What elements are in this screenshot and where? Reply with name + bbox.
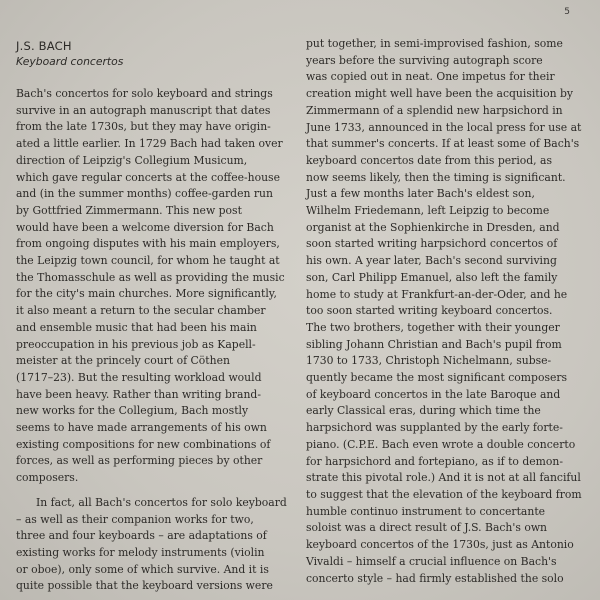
text-line: son, Carl Philipp Emanuel, also left the family — [306, 270, 558, 284]
text-line: Bach's concertos for solo keyboard and strings — [16, 87, 273, 100]
text-line: – as well as their companion works for two, — [16, 512, 254, 526]
text-line: three and four keyboards – are adaptations of — [16, 529, 267, 543]
right-column — [306, 36, 582, 587]
text-line: sibling Johann Christian and Bach's pupil from — [306, 337, 562, 351]
text-line: too soon started writing keyboard concertos. — [306, 304, 553, 318]
text-line: now seems likely, then the timing is significant. — [306, 170, 566, 184]
text-line: seems to have made arrangements of his own — [16, 421, 267, 435]
text-line: (1717–23). But the resulting workload would — [16, 370, 262, 384]
text-line: which gave regular concerts at the coffee-house — [16, 170, 280, 184]
text-line: strate this pivotal role.) And it is not at all fanciful — [306, 471, 581, 485]
text-line: and (in the summer months) coffee-garden run — [16, 187, 273, 201]
text-line: from the late 1730s, but they may have origin- — [16, 120, 271, 134]
page-subtitle: Keyboard concertos — [16, 55, 124, 68]
text-line: for harpsichord and fortepiano, as if to demon- — [306, 454, 563, 468]
text-line: Wilhelm Friedemann, left Leipzig to become — [306, 204, 550, 218]
text-line: existing compositions for new combinations of — [16, 437, 271, 451]
text-line: June 1733, announced in the local press for use at — [306, 120, 582, 134]
text-line: The two brothers, together with their younger — [306, 320, 560, 334]
text-line: soloist was a direct result of J.S. Bach's own — [306, 521, 548, 535]
text-line: preoccupation in his previous job as Kapell- — [16, 337, 256, 351]
text-line: for the city's main churches. More significantly, — [16, 287, 277, 301]
text-line: that summer's concerts. If at least some of Bach's — [306, 137, 580, 151]
text-line: quite possible that the keyboard versions were — [16, 579, 273, 593]
text-line: to suggest that the elevation of the keyboard from — [306, 487, 582, 501]
text-line: piano. (C.P.E. Bach even wrote a double concerto — [306, 437, 576, 451]
text-line: the Thomasschule as well as providing the music — [16, 270, 285, 284]
text-line: 1730 to 1733, Christoph Nichelmann, subse- — [306, 354, 552, 368]
text-line: In fact, all Bach's concertos for solo keyboard — [36, 495, 287, 509]
text-line: the Leipzig town council, for whom he taught at — [16, 254, 280, 268]
text-line: forces, as well as performing pieces by other — [16, 454, 263, 468]
text-line: keyboard concertos of the 1730s, just as Antonio — [306, 538, 574, 552]
text-line: harpsichord was supplanted by the early forte- — [306, 421, 563, 435]
text-line: soon started writing harpsichord concertos of — [306, 237, 558, 251]
text-line: ated a little earlier. In 1729 Bach had taken over — [16, 137, 283, 151]
paragraph-2 — [16, 495, 288, 595]
text-line: quently became the most significant composers — [306, 371, 568, 385]
text-line: Zimmermann of a splendid new harpsichord in — [306, 103, 563, 117]
text-line: or oboe), only some of which survive. And it is — [16, 562, 269, 576]
page-number: 5 — [564, 7, 570, 17]
text-line: composers. — [16, 471, 79, 485]
paragraph-continued — [306, 36, 582, 587]
text-line: creation might well have been the acquisition by — [306, 87, 573, 101]
text-line: existing works for melody instruments (violin — [16, 545, 265, 559]
text-line: his own. A year later, Bach's second surviving — [306, 254, 557, 268]
text-line: keyboard concertos date from this period, as — [306, 153, 553, 167]
text-line: of keyboard concertos in the late Baroque and — [306, 387, 561, 401]
text-line: Vivaldi – himself a crucial influence on Bach's — [306, 554, 557, 568]
text-line: would have been a welcome diversion for Bach — [16, 220, 274, 234]
left-column — [16, 38, 288, 595]
text-line: concerto style – had firmly established the solo — [306, 571, 564, 585]
text-line: have been heavy. Rather than writing brand- — [16, 387, 261, 401]
paragraph-1 — [16, 86, 288, 487]
text-line: early Classical eras, during which time the — [306, 404, 541, 418]
text-line: home to study at Frankfurt-an-der-Oder, and he — [306, 287, 568, 301]
text-line: new works for the Collegium, Bach mostly — [16, 404, 249, 418]
text-line: put together, in semi-improvised fashion, some — [306, 37, 563, 50]
page-title: J.S. BACH — [16, 39, 72, 53]
text-line: and ensemble music that had been his main — [16, 320, 257, 334]
text-line: from ongoing disputes with his main employers, — [16, 237, 280, 251]
text-line: by Gottfried Zimmermann. This new post — [16, 203, 242, 217]
text-line: it also meant a return to the secular chamber — [16, 304, 266, 318]
text-line: direction of Leipzig's Collegium Musicum, — [16, 153, 248, 167]
text-line: meister at the princely court of Cöthen — [16, 354, 230, 368]
text-line: years before the surviving autograph score — [306, 53, 543, 67]
text-line: Just a few months later Bach's eldest son, — [306, 187, 535, 201]
text-line: organist at the Sophienkirche in Dresden, and — [306, 220, 560, 234]
text-line: was copied out in neat. One impetus for their — [306, 70, 555, 84]
text-line: humble continuo instrument to concertante — [306, 504, 546, 518]
text-line: survive in an autograph manuscript that dates — [16, 103, 271, 117]
